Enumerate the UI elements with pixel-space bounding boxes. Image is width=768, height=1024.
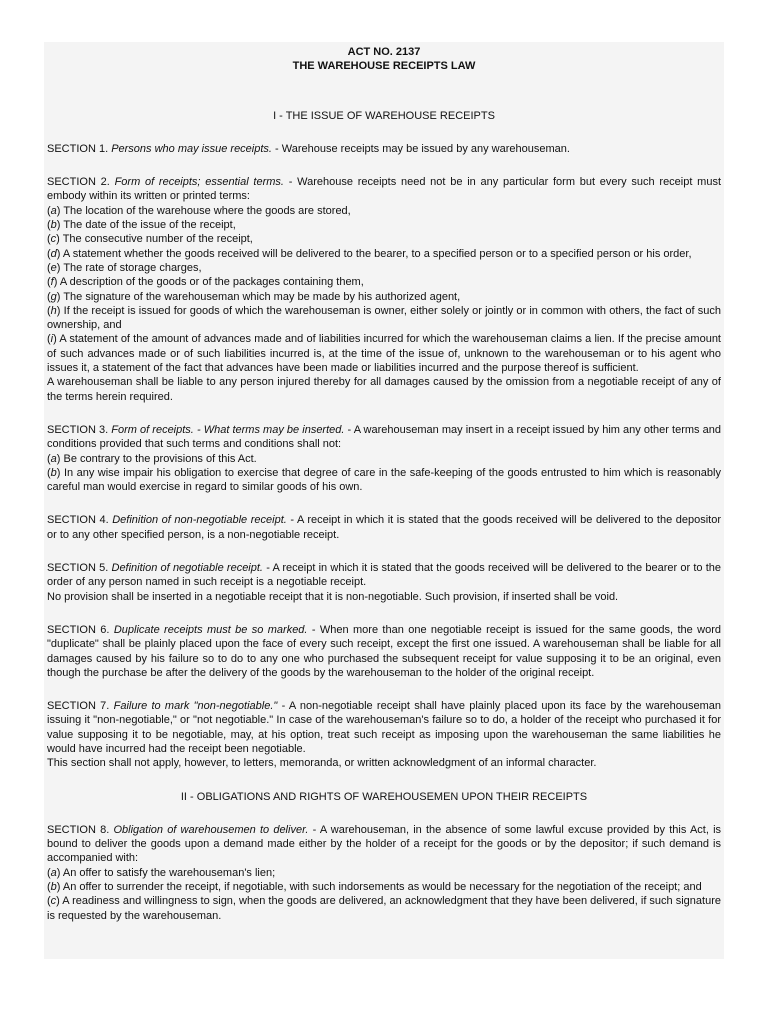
- item-letter: g: [50, 290, 57, 303]
- section-intro: [47, 623, 721, 680]
- item-letter: i: [50, 333, 54, 346]
- section-block: [47, 513, 721, 542]
- document-page: [44, 42, 724, 959]
- section-title: Persons who may issue receipts.: [111, 142, 272, 155]
- section-label: SECTION 1.: [47, 142, 109, 155]
- section-title: Duplicate receipts must be so marked.: [113, 623, 308, 636]
- list-item: (h) If the receipt is issued for goods of which the warehouseman is owner, either solely or jointly or in common with others, the fact of such ownership, and: [47, 304, 721, 332]
- section-text: - A receipt in which it is stated that the goods received will be delivered to the depositor or to any other specified person, is a non-negotiable receipt.: [47, 514, 722, 541]
- list-item: (a) An offer to satisfy the warehouseman's lien;: [47, 866, 276, 879]
- section-text: - A warehouseman, in the absence of some lawful excuse provided by this Act, is bound to deliver the goods upon a demand made either by the holder of a receipt for the goods or by the depositor; if such demand is accompanied with:: [47, 823, 722, 865]
- item-text: A readiness and willingness to sign, when the goods are delivered, an acknowledgment that they have been delivered, if such signature is requested by the warehouseman.: [47, 895, 721, 922]
- section-label: SECTION 2.: [47, 176, 110, 189]
- item-letter: e: [50, 261, 57, 274]
- section-text: - Warehouse receipts need not be in any particular form but every such receipt must embody within its written or printed terms:: [47, 176, 722, 203]
- item-letter: h: [50, 304, 57, 317]
- list-item: (a) The location of the warehouse where the goods are stored,: [47, 204, 351, 217]
- section-block: [47, 423, 721, 494]
- list-item: (f) A description of the goods or of the packages containing them,: [47, 276, 364, 289]
- item-letter: a: [50, 866, 57, 879]
- section-intro: [47, 423, 721, 452]
- document-body: [47, 109, 721, 923]
- item-text: The signature of the warehouseman which may be made by his authorized agent,: [63, 290, 461, 303]
- section-paragraph: This section shall not apply, however, to letters, memoranda, or written acknowledgment of an informal character.: [47, 757, 597, 770]
- section-title: Obligation of warehousemen to deliver.: [113, 823, 309, 836]
- list-item: (c) A readiness and willingness to sign, when the goods are delivered, an acknowledgment that they have been delivered, if such signature is requested by the warehouseman.: [47, 895, 721, 922]
- section-label: SECTION 6.: [47, 623, 110, 636]
- section-title: Definition of negotiable receipt.: [111, 562, 263, 575]
- item-text: The rate of storage charges,: [63, 261, 202, 274]
- section-intro: [47, 175, 721, 204]
- section-label: SECTION 7.: [47, 700, 110, 713]
- section-paragraph: No provision shall be inserted in a negotiable receipt that it is non-negotiable. Such provision, if inserted shall be void.: [47, 590, 619, 603]
- item-text: The consecutive number of the receipt,: [62, 233, 253, 246]
- section-label: SECTION 3.: [47, 423, 109, 436]
- list-item: (b) The date of the issue of the receipt,: [47, 219, 236, 232]
- item-letter: c: [50, 233, 57, 246]
- item-text: The location of the warehouse where the goods are stored,: [63, 204, 351, 217]
- section-label: SECTION 8.: [47, 823, 110, 836]
- item-letter: a: [50, 452, 57, 465]
- item-text: A statement of the amount of advances made and of liabilities incurred for which the warehouseman claims a lien. If the precise amount of such advances made or of such liabilities incurred is, at the time of the issue of, unknown to the warehouseman or to his agent who issues it, a statement of the fact that advances have been made or liabilities incurred and the purpose thereof is sufficient.: [47, 333, 721, 375]
- item-text: Be contrary to the provisions of this Act.: [63, 452, 257, 465]
- item-text: An offer to surrender the receipt, if negotiable, with such indorsements as would be necessary for the negotiation of the receipt; and: [62, 881, 702, 894]
- section-text: - When more than one negotiable receipt is issued for the same goods, the word "duplicate" shall be plainly placed upon the face of every such receipt, except the first one issued. A warehouseman shall be liable for all damages caused by his failure so to do to any one who purchased the subsequent receipt for value supposing it to be an original, even though the purchase be after the delivery of the goods by the warehouseman to the holder of the original receipt.: [47, 623, 721, 679]
- section-intro: [47, 823, 721, 866]
- list-item: (g) The signature of the warehouseman which may be made by his authorized agent,: [47, 290, 461, 303]
- section-paragraph: A warehouseman shall be liable to any person injured thereby for all damages caused by the omission from a negotiable receipt of any of the terms herein required.: [47, 376, 721, 403]
- section-text: - A non-negotiable receipt shall have plainly placed upon its face by the warehouseman issuing it "non-negotiable," or "not negotiable." In case of the warehouseman's failure so to do, a holder of the receipt who purchased it for value supposing it to be negotiable, may, at his option, treat such receipt as imposing upon the warehouseman the same liabilities he would have incurred had the receipt been negotiable.: [47, 700, 722, 755]
- section-intro: [47, 561, 721, 590]
- item-text: In any wise impair his obligation to exercise that degree of care in the safe-keeping of the goods entrusted to him which is reasonably careful man would exercise in regard to similar goods of his own.: [47, 466, 721, 494]
- section-title: Form of receipts; essential terms.: [114, 176, 284, 189]
- list-item: (d) A statement whether the goods received will be delivered to the bearer, to a specified person or to a specified person or his order,: [47, 247, 692, 260]
- item-letter: f: [50, 276, 54, 289]
- section-block: [47, 561, 721, 604]
- list-item: (c) The consecutive number of the receipt,: [47, 233, 253, 246]
- part-heading: I - THE ISSUE OF WAREHOUSE RECEIPTS: [273, 109, 495, 122]
- section-title: Failure to mark "non-negotiable.": [113, 700, 278, 713]
- section-intro: [47, 513, 721, 542]
- section-block: [47, 175, 721, 404]
- item-text: An offer to satisfy the warehouseman's lien;: [62, 866, 276, 879]
- list-item: (e) The rate of storage charges,: [47, 261, 202, 274]
- section-title: Form of receipts. - What terms may be inserted.: [111, 423, 345, 436]
- section-text: - Warehouse receipts may be issued by any warehouseman.: [275, 142, 570, 155]
- list-item: (a) Be contrary to the provisions of this Act.: [47, 452, 257, 465]
- section-intro: [47, 142, 721, 156]
- item-text: If the receipt is issued for goods of which the warehouseman is owner, either solely or jointly or in common with others, the fact of such ownership, and: [47, 304, 721, 332]
- item-letter: b: [50, 881, 57, 894]
- list-item: (i) A statement of the amount of advances made and of liabilities incurred for which the warehouseman claims a lien. If the precise amount of such advances made or of such liabilities incurred is, at the time of the issue of, unknown to the warehouseman or to his agent who issues it, a statement of the fact that advances have been made or liabilities incurred and the purpose thereof is sufficient.: [47, 333, 721, 375]
- section-title: Definition of non-negotiable receipt.: [112, 514, 287, 527]
- section-intro: [47, 699, 721, 756]
- act-title: THE WAREHOUSE RECEIPTS LAW: [292, 60, 476, 73]
- item-letter: c: [50, 895, 57, 908]
- section-block: [47, 142, 721, 156]
- item-text: The date of the issue of the receipt,: [63, 219, 236, 232]
- item-text: A description of the goods or of the packages containing them,: [59, 276, 364, 289]
- section-text: - A warehouseman may insert in a receipt issued by him any other terms and conditions provided that such terms and conditions shall not:: [47, 423, 721, 451]
- list-item: (b) An offer to surrender the receipt, if negotiable, with such indorsements as would be necessary for the negotiation of the receipt; and: [47, 881, 702, 894]
- section-label: SECTION 5.: [47, 562, 109, 575]
- item-letter: b: [50, 219, 57, 232]
- document-header: [47, 42, 721, 74]
- item-text: A statement whether the goods received will be delivered to the bearer, to a specified person or to a specified person or his order,: [62, 247, 692, 260]
- section-block: [47, 823, 721, 923]
- item-letter: d: [50, 247, 57, 260]
- item-letter: a: [50, 204, 57, 217]
- act-number: ACT NO. 2137: [347, 46, 421, 58]
- section-block: [47, 623, 721, 680]
- part-heading: II - OBLIGATIONS AND RIGHTS OF WAREHOUSEMEN UPON THEIR RECEIPTS: [180, 790, 588, 803]
- list-item: (b) In any wise impair his obligation to exercise that degree of care in the safe-keeping of the goods entrusted to him which is reasonably careful man would exercise in regard to similar goods of his own.: [47, 466, 721, 494]
- section-label: SECTION 4.: [47, 514, 109, 527]
- section-block: [47, 699, 721, 770]
- item-letter: b: [50, 466, 57, 479]
- section-text: - A receipt in which it is stated that the goods received will be delivered to the bearer or to the order of any person named in such receipt is a negotiable receipt.: [47, 562, 722, 589]
